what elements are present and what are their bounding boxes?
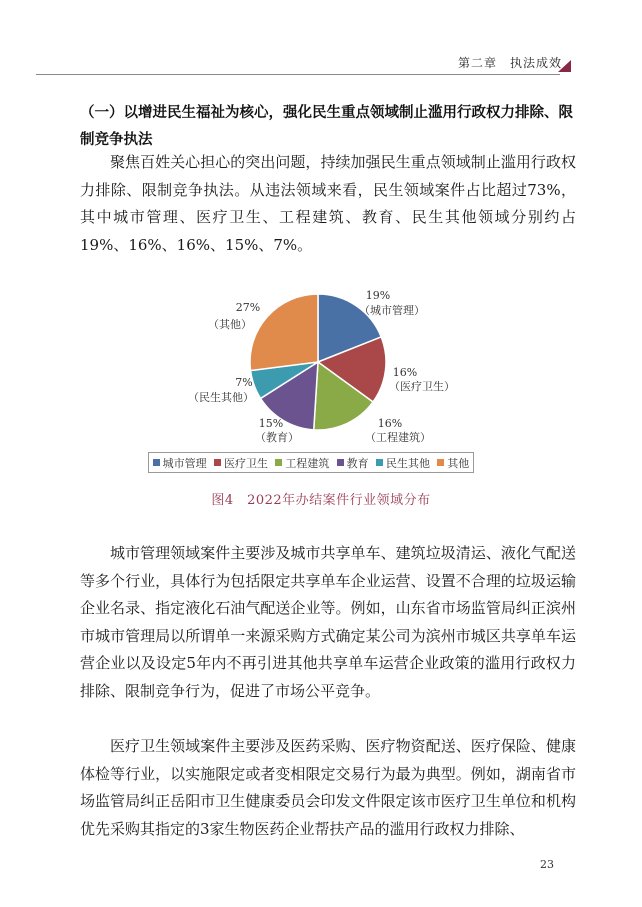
header-divider — [36, 74, 560, 75]
legend-label-3: 教育 — [346, 456, 369, 470]
paragraph-3: 医疗卫生领域案件主要涉及医药采购、医疗物资配送、医疗保险、健康体检等行业，以实施限定或者变相限定交易行为最为典型。例如，湖南省市场监管局纠正岳阳市卫生健康委员会印发文件限定该市医疗卫生单位和机构优先采购其指定的3家生物医药企业帮扶产品的滥用行政权力排除、 — [80, 737, 576, 838]
legend-swatch-3 — [337, 459, 344, 466]
legend-item-4 — [376, 455, 430, 471]
slice-category-label-3: （教育） — [255, 431, 299, 444]
legend-swatch-5 — [437, 459, 444, 466]
slice-value-label-5: 27% — [235, 301, 261, 314]
legend-swatch-4 — [376, 459, 383, 466]
slice-value-label-3: 15% — [258, 417, 284, 430]
legend-item-1 — [214, 455, 268, 471]
page-number: 23 — [540, 858, 554, 871]
corner-triangle-icon — [558, 60, 571, 72]
slice-value-label-1: 16% — [392, 366, 418, 379]
legend-item-0 — [153, 455, 207, 471]
legend-item-5 — [437, 455, 469, 471]
paragraph-1: 聚焦百姓关心担心的突出问题，持续加强民生重点领域制止滥用行政权力排除、限制竞争执法。从违法领域来看，民生领域案件占比超过73%，其中城市管理、医疗卫生、工程建筑、教育、民生其他领域分别约占19%、16%、16%、15%、7%。 — [80, 153, 576, 254]
slice-value-label-0: 19% — [365, 289, 391, 302]
slice-category-label-0: （城市管理） — [359, 304, 425, 317]
figure-caption: 图4 2022年办结案件行业领域分布 — [211, 493, 431, 508]
chapter-header: 第二章 执法成效 — [458, 56, 563, 70]
slice-category-label-2: （工程建筑） — [365, 431, 431, 444]
slice-category-label-1: （医疗卫生） — [389, 380, 455, 393]
legend-label-4: 民生其他 — [385, 456, 430, 470]
slice-category-label-5: （其他） — [208, 318, 252, 331]
chart-legend — [148, 452, 474, 473]
legend-label-2: 工程建筑 — [285, 456, 330, 470]
slice-category-label-4: （民生其他） — [188, 391, 254, 404]
legend-swatch-2 — [275, 459, 282, 466]
slice-value-label-4: 7% — [235, 376, 253, 389]
legend-swatch-1 — [214, 459, 221, 466]
legend-label-5: 其他 — [447, 456, 470, 470]
slice-value-label-2: 16% — [377, 417, 403, 430]
paragraph-2: 城市管理领域案件主要涉及城市共享单车、建筑垃圾清运、液化气配送等多个行业，具体行为包括限定共享单车企业运营、设置不合理的垃圾运输企业名录、指定液化石油气配送企业等。例如，山东省市场监管局纠正滨州市城市管理局以所谓单一来源采购方式确定某公司为滨州市城区共享单车运营企业以及设定5年内不再引进其他共享单车运营企业政策的滥用行政权力排除、限制竞争行为，促进了市场公平竞争。 — [80, 544, 576, 700]
section-heading: （一）以增进民生福祉为核心，强化民生重点领域制止滥用行政权力排除、限制竞争执法 — [80, 105, 573, 148]
legend-label-0: 城市管理 — [162, 456, 207, 470]
legend-label-1: 医疗卫生 — [223, 456, 268, 470]
legend-item-2 — [275, 455, 329, 471]
legend-item-3 — [337, 455, 369, 471]
legend-swatch-0 — [153, 459, 160, 466]
